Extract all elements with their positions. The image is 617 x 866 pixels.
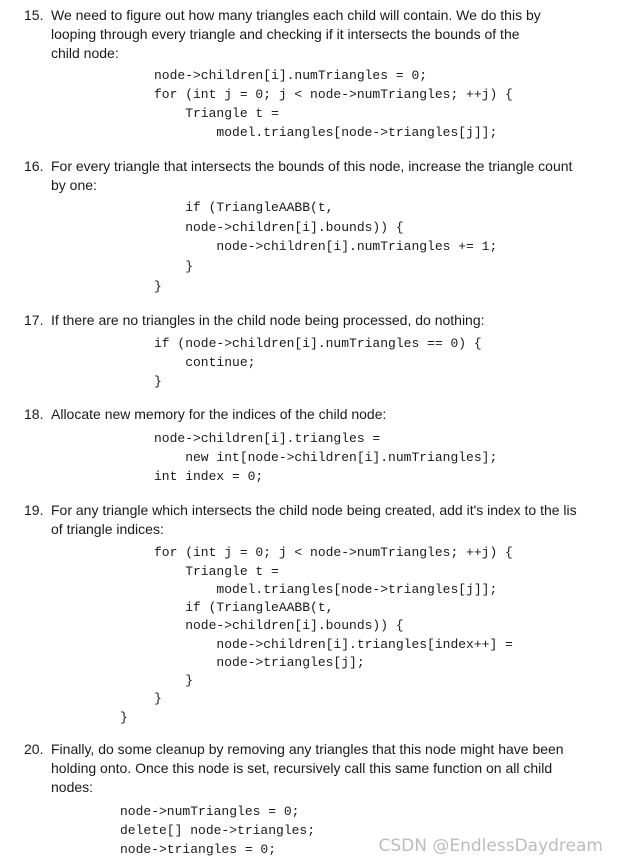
- code-line: int index = 0;: [154, 469, 264, 484]
- step-number: 15.: [24, 7, 44, 23]
- step-number: 17.: [24, 312, 44, 328]
- code-line: delete[] node->triangles;: [120, 823, 316, 838]
- code-line: node->children[i].bounds)) {: [154, 220, 404, 235]
- code-line: }: [154, 673, 194, 688]
- code-line: Triangle t =: [154, 106, 279, 121]
- code-line: for (int j = 0; j < node->numTriangles; ++j) {: [154, 545, 513, 560]
- text-line: We need to figure out how many triangles each child will contain. We do this by: [51, 7, 541, 23]
- code-line: if (TriangleAABB(t,: [154, 600, 334, 615]
- code-line: }: [154, 259, 194, 274]
- code-line: Triangle t =: [154, 564, 279, 579]
- code-line: for (int j = 0; j < node->numTriangles; ++j) {: [154, 87, 513, 102]
- step-text: [51, 501, 617, 539]
- code-line: }: [154, 691, 162, 706]
- code-line: node->children[i].bounds)) {: [154, 618, 404, 633]
- code-line: }: [154, 374, 162, 389]
- text-line: child node:: [51, 45, 119, 61]
- text-line: by one:: [51, 177, 97, 193]
- text-line: holding onto. Once this node is set, recursively call this same function on all child: [51, 760, 553, 776]
- step-number: 18.: [24, 406, 44, 422]
- text-line: If there are no triangles in the child node being processed, do nothing:: [51, 312, 485, 328]
- code-line: if (TriangleAABB(t,: [154, 200, 334, 215]
- step-number: 16.: [24, 158, 44, 174]
- text-line: Allocate new memory for the indices of the child node:: [51, 406, 387, 422]
- code-line: node->numTriangles = 0;: [120, 804, 300, 819]
- text-line: For every triangle that intersects the bounds of this node, increase the triangle count: [51, 158, 573, 174]
- code-line: }: [154, 279, 162, 294]
- step-text: [51, 6, 617, 63]
- text-line: looping through every triangle and checking if it intersects the bounds of the: [51, 26, 520, 42]
- code-line: node->children[i].numTriangles = 0;: [154, 68, 428, 83]
- code-line: continue;: [154, 355, 256, 370]
- code-line: node->children[i].numTriangles += 1;: [154, 239, 498, 254]
- code-line: new int[node->children[i].numTriangles];: [154, 450, 498, 465]
- code-line: if (node->children[i].numTriangles == 0) {: [154, 336, 482, 351]
- step-number: 19.: [24, 502, 44, 518]
- step-text: [51, 405, 617, 424]
- code-line: model.triangles[node->triangles[j]];: [154, 582, 498, 597]
- watermark: CSDN @EndlessDaydream: [378, 836, 603, 856]
- code-line: node->children[i].triangles =: [154, 431, 381, 446]
- code-line: }: [120, 710, 128, 725]
- text-line: For any triangle which intersects the child node being created, add it's index to the lis: [51, 502, 577, 518]
- step-text: [51, 311, 617, 330]
- code-line: node->triangles[j];: [154, 655, 365, 670]
- text-line: of triangle indices:: [51, 521, 164, 537]
- code-line: model.triangles[node->triangles[j]];: [154, 125, 498, 140]
- text-line: nodes:: [51, 779, 94, 795]
- code-line: node->triangles = 0;: [120, 842, 277, 857]
- step-number: 20.: [24, 741, 44, 757]
- text-line: Finally, do some cleanup by removing any triangles that this node might have been: [51, 741, 564, 757]
- step-text: [51, 157, 617, 195]
- code-line: node->children[i].triangles[index++] =: [154, 637, 513, 652]
- step-text: [51, 740, 617, 797]
